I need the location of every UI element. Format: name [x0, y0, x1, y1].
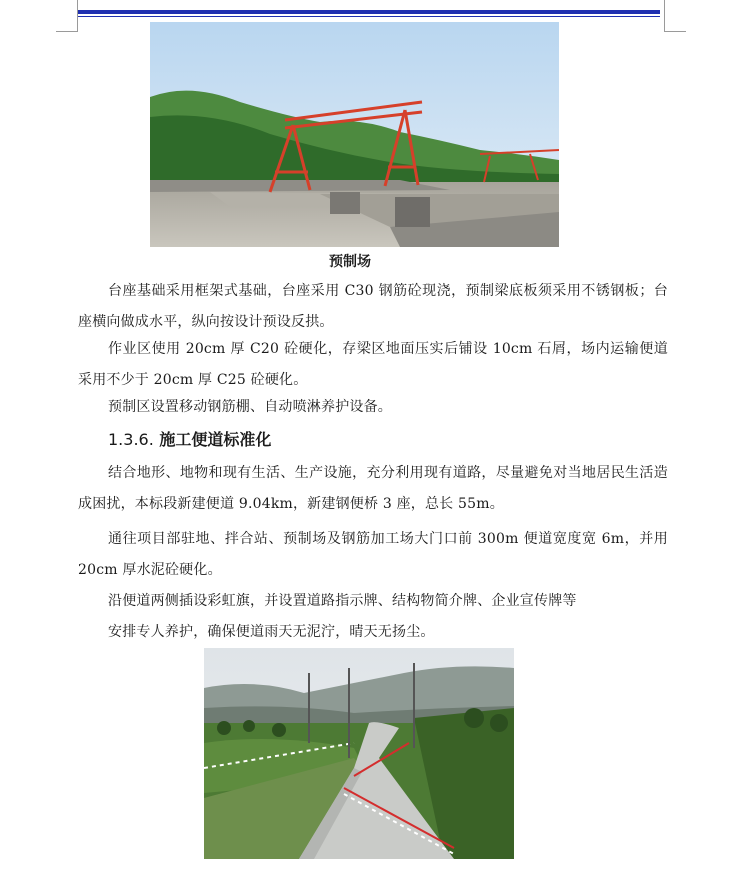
- section-paragraph-3: 沿便道两侧插设彩虹旗，并设置道路指示牌、结构物简介牌、企业宣传牌等: [108, 593, 577, 609]
- section-title: 施工便道标准化: [159, 430, 272, 449]
- section-number: 1.3.6.: [108, 430, 154, 449]
- section-paragraph-1: 结合地形、地物和现有生活、生产设施，充分利用现有道路，尽量避免对当地居民生活造成困扰，本标段新建便道 9.04km，新建钢便桥 3 座，总长 55m。: [78, 465, 668, 512]
- crop-mark-left-h: [56, 31, 78, 32]
- section-paragraph-4: 安排专人养护，确保便道雨天无泥泞，晴天无扬尘。: [108, 624, 435, 640]
- header-rule-thin: [78, 16, 660, 17]
- header-rule-thick: [78, 10, 660, 14]
- paragraph-1: 台座基础采用框架式基础，台座采用 C30 钢筋砼现浇，预制梁底板须采用不锈钢板；台座横向做成水平，纵向按设计预设反拱。: [78, 283, 668, 330]
- figure-caption: 预制场: [329, 254, 371, 270]
- crop-mark-left: [77, 0, 78, 31]
- paragraph-3: 预制区设置移动钢筋棚、自动喷淋养护设备。: [108, 399, 392, 415]
- paragraph-2: 作业区使用 20cm 厚 C20 砼硬化，存梁区地面压实后铺设 10cm 石屑，场内运输便道采用不少于 20cm 厚 C25 砼硬化。: [78, 341, 668, 388]
- crop-mark-right: [664, 0, 665, 31]
- section-heading: [108, 426, 271, 454]
- precast-yard-photo: [150, 22, 559, 247]
- section-paragraph-2: 通往项目部驻地、拌合站、预制场及钢筋加工场大门口前 300m 便道宽度宽 6m，并用 20cm 厚水泥砼硬化。: [78, 531, 668, 578]
- crop-mark-right-h: [664, 31, 686, 32]
- construction-road-photo: [204, 648, 514, 859]
